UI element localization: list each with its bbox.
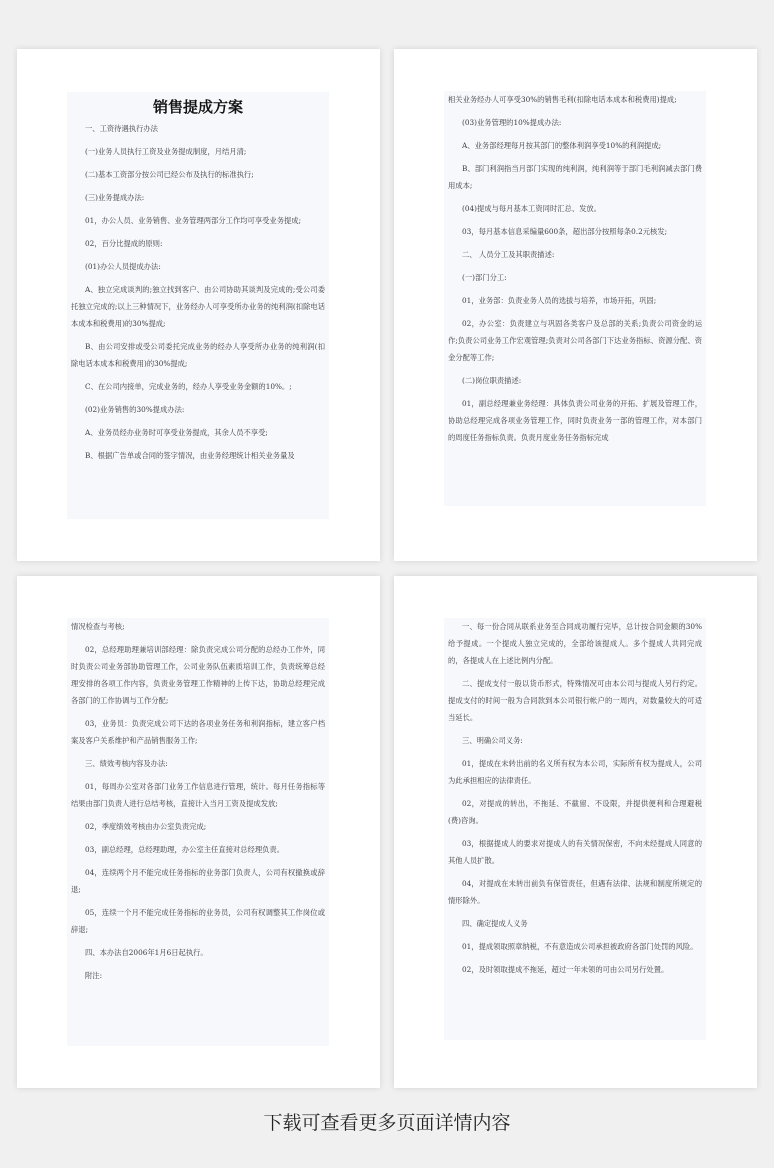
paragraph: 相关业务经办人可享受30%的销售毛利(扣除电话本成本和税费用)提成; — [448, 95, 677, 104]
document-page-2 — [394, 49, 757, 561]
paragraph: A、独立完成谈判的;独立找到客户、由公司协助其谈判及完成的;受公司委托独立完成的;以上三种情况下，业务经办人可享受所办业务的纯利润(扣除电话本成本和税费用)的30%提成; — [71, 285, 325, 328]
paragraph: 02，季度绩效考核由办公室负责完成; — [85, 822, 207, 831]
paragraph: 01，每周办公室对各部门业务工作信息进行管理，统计。每月任务指标等结果由部门负责人进行总结考核，直接计入当月工资及提成发放; — [71, 782, 325, 808]
paragraph: 情况检查与考核; — [71, 622, 125, 631]
page-content — [67, 618, 329, 1046]
paragraph: 四、本办法自2006年1月6日起执行。 — [85, 948, 208, 957]
paragraph: (04)提成与每月基本工资同时汇总、发放。 — [462, 204, 602, 213]
paragraph: 一、每一份合同从联系业务至合同成功履行完毕，总计按合同金额的30%给予提成。一个提成人独立完成的，全部给该提成人。多个提成人共同完成的，各提成人在上述比例内分配。 — [448, 622, 702, 665]
paragraph: 05，连续一个月不能完成任务指标的业务员，公司有权调整其工作岗位或辞退; — [71, 908, 325, 934]
paragraph: B、由公司安排或受公司委托完成业务的经办人享受所办业务的纯利润(扣除电话本成本和税费用)的30%提成; — [71, 342, 325, 368]
paragraph: 03，副总经理，总经理助理，办公室主任直接对总经理负责。 — [85, 845, 285, 854]
document-page-4 — [394, 576, 757, 1088]
paragraph: 02，总经理助理兼培训部经理：除负责完成公司分配的总经办工作外，同时负责公司业务部协助管理工作，公司业务队伍素质培训工作，负责统筹总经理安排的各项工作内容，负责业务管理工作精神的上传下达，协助总经理完成各部门的工作协调与工作分配; — [71, 645, 325, 705]
download-caption: 下载可查看更多页面详情内容 — [263, 1112, 511, 1134]
paragraph: A、业务员经办业务时可享受业务提成，其余人员不享受; — [85, 428, 268, 437]
paragraph: 02，办公室：负责建立与巩固各类客户及总部的关系;负责公司资金的运作;负责公司业务工作宏观管理;负责对公司各部门下达业务指标、资源分配、资金分配等工作; — [448, 319, 702, 362]
paragraph: 二、提成支付一般以货币形式，特殊情况可由本公司与提成人另行约定。提成支付的时间一般为合同款到本公司银行帐户的一周内，对数量较大的可适当延长。 — [448, 679, 702, 722]
paragraph: 03，业务员：负责完成公司下达的各项业务任务和利润指标，建立客户档案及客户关系维护和产品销售服务工作; — [71, 719, 325, 745]
page-content — [444, 618, 706, 1040]
paragraph: (02)业务销售的30%提成办法: — [85, 405, 185, 414]
paragraph: (三)业务提成办法: — [85, 193, 145, 202]
paragraph: 02，百分比提成的原则: — [85, 239, 163, 248]
paragraph: (一)部门分工: — [462, 273, 507, 282]
paragraph: 03，每月基本信息采编量600条，超出部分按照每条0.2元核发; — [462, 227, 668, 236]
paragraph: 四、确定提成人义务 — [462, 919, 528, 928]
paragraph: (二)基本工资部分按公司已经公布及执行的标准执行; — [85, 170, 254, 179]
paragraph: (03)业务管理的10%提成办法: — [462, 118, 562, 127]
paragraph: 04，连续两个月不能完成任务指标的业务部门负责人，公司有权撤换或辞退; — [71, 868, 325, 894]
paragraph: (01)办公人员提成办法: — [85, 262, 161, 271]
paragraph: 02，及时领取提成不拖延，超过一年未领的可由公司另行处置。 — [462, 965, 669, 974]
paragraph: 三、绩效考核内容及办法: — [85, 759, 168, 768]
paragraph: 01，业务部：负责业务人员的选拔与培养，市场开拓，巩固; — [462, 296, 657, 305]
paragraph: (一)业务人员执行工资及业务提成制度，月结月清; — [85, 147, 247, 156]
paragraph: 附注: — [85, 971, 103, 980]
paragraph: 一、工资待遇执行办法 — [85, 124, 158, 133]
paragraph: (二)岗位职责描述: — [462, 376, 522, 385]
page-content — [444, 91, 706, 506]
document-page-3 — [17, 576, 380, 1088]
paragraph: 01，副总经理兼业务经理：具体负责公司业务的开拓、扩展及管理工作，协助总经理完成各项业务管理工作，同时负责业务一部的管理工作，对本部门的周度任务指标负责。负责月度业务任务指标完成 — [448, 399, 702, 442]
paragraph: 01，办公人员、业务销售、业务管理两部分工作均可享受业务提成; — [85, 216, 302, 225]
paragraph: 02，对提成的转出，不拖延、不截留、不设限，并提供便利和合理避税(费)咨询。 — [448, 799, 702, 825]
paragraph: 三、明确公司义务: — [462, 736, 523, 745]
paragraph: C、在公司内接单，完成业务的，经办人享受业务金额的10%。; — [85, 382, 292, 391]
paragraph: 01，提成在未转出前的名义所有权为本公司，实际所有权为提成人，公司为此承担相应的法律责任。 — [448, 759, 702, 785]
paragraph: B、部门利润指当月部门实现的纯利润，纯利润等于部门毛利润减去部门费用成本; — [448, 164, 702, 190]
document-title: 销售提成方案 — [152, 98, 243, 116]
paragraph: 04，对提成在未转出前负有保管责任，但遇有法律、法规和制度所规定的情形除外。 — [448, 879, 702, 905]
paragraph: A、业务部经理每月按其部门的整体利润享受10%的利润提成; — [462, 141, 662, 150]
paragraph: 03，根据提成人的要求对提成人的有关情况保密，不向未经提成人同意的其他人员扩散。 — [448, 839, 702, 865]
paragraph: 二、 人员分工及其职责描述: — [462, 250, 555, 259]
paragraph: B、根据广告单或合同的签字情况，由业务经理统计相关业务量及 — [85, 451, 295, 460]
page-content — [67, 92, 329, 519]
document-page-1 — [17, 49, 380, 561]
paragraph: 01，提成领取照章纳税，不有意造成公司承担被政府各部门处罚的风险。 — [462, 942, 698, 951]
